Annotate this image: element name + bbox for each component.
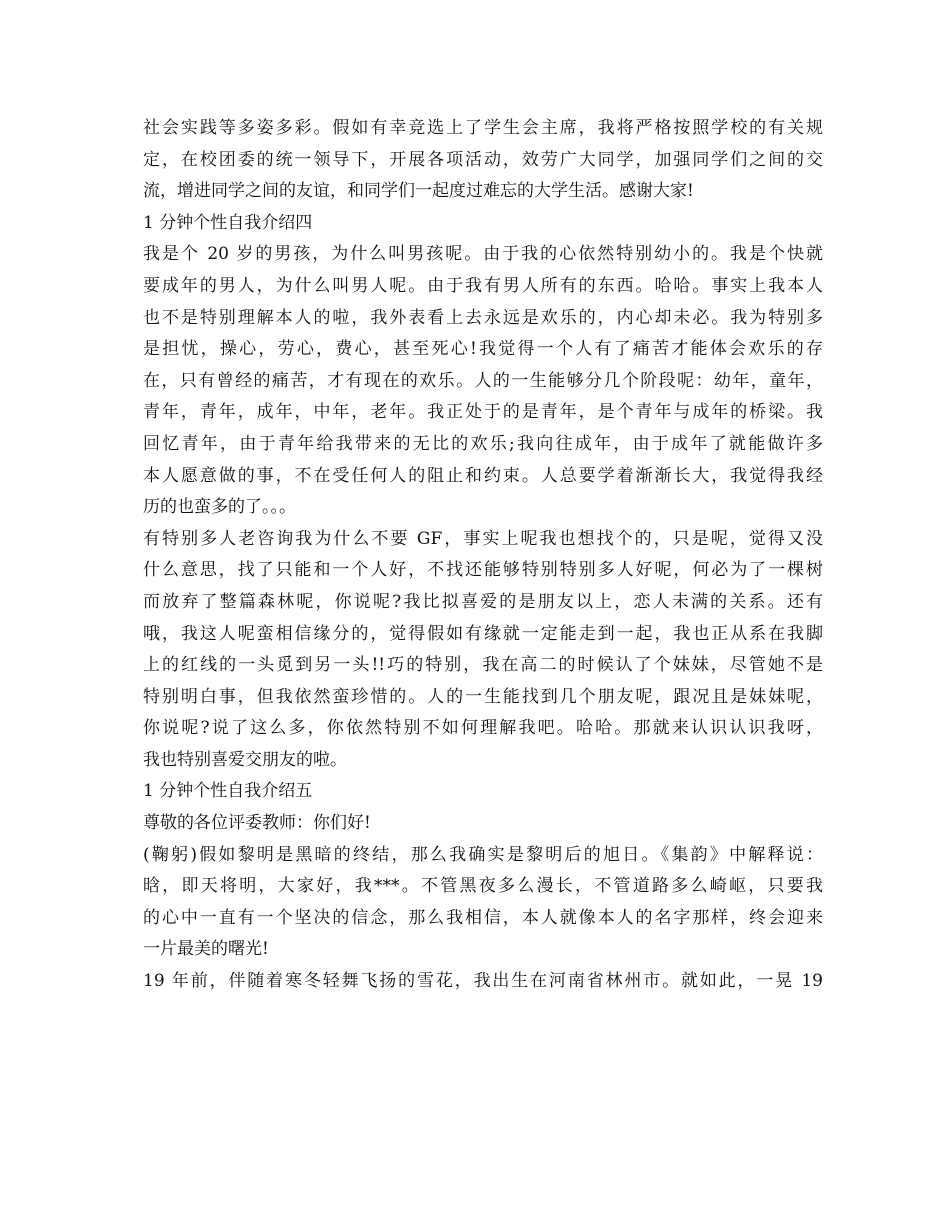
text-line: 定，在校团委的统一领导下，开展各项活动，效劳广大同学，加强同学们之间的交 xyxy=(143,149,823,170)
text-line: 流，增进同学之间的友谊，和同学们一起度过难忘的大学生活。感谢大家! xyxy=(143,181,694,202)
text-line: 上的红线的一头觅到另一头!!巧的特别，我在高二的时候认了个妹妹，尽管她不是 xyxy=(143,655,823,676)
text-line: 本人愿意做的事，不在受任何人的阻止和约束。人总要学着渐渐长大，我觉得我经 xyxy=(143,465,823,486)
text-line: 你说呢?说了这么多，你依然特别不如何理解我吧。哈哈。那就来认识认识我呀， xyxy=(143,718,823,739)
text-line: 也不是特别理解本人的啦，我外表看上去永远是欢乐的，内心却未必。我为特别多 xyxy=(143,307,823,328)
text-line: 什么意思，找了只能和一个人好，不找还能够特别特别多人好呢，何必为了一棵树 xyxy=(143,560,823,581)
text-line: 社会实践等多姿多彩。假如有幸竞选上了学生会主席，我将严格按照学校的有关规 xyxy=(143,118,823,138)
text-line: 我是个 20 岁的男孩，为什么叫男孩呢。由于我的心依然特别幼小的。我是个快就 xyxy=(143,244,823,265)
text-line: 晗，即天将明，大家好，我***。不管黑夜多么漫长，不管道路多么崎岖，只要我 xyxy=(143,876,823,897)
text-line: 尊敬的各位评委教师：你们好! xyxy=(143,813,371,834)
text-line: 19 年前，伴随着寒冬轻舞飞扬的雪花，我出生在河南省林州市。就如此，一晃 19 xyxy=(143,971,823,992)
document-body xyxy=(143,113,823,998)
text-line: (鞠躬)假如黎明是黑暗的终结，那么我确实是黎明后的旭日。《集韵》中解释说： xyxy=(143,844,823,865)
text-line: 而放弃了整篇森林呢，你说呢?我比拟喜爱的是朋友以上，恋人未满的关系。还有 xyxy=(143,591,823,612)
text-line: 历的也蛮多的了。。。 xyxy=(143,497,296,518)
text-line: 青年，青年，成年，中年，老年。我正处于的是青年，是个青年与成年的桥梁。我 xyxy=(143,402,823,423)
text-line: 的心中一直有一个坚决的信念，那么我相信，本人就像本人的名字那样，终会迎来 xyxy=(143,907,823,928)
text-line: 回忆青年，由于青年给我带来的无比的欢乐;我向往成年，由于成年了就能做许多 xyxy=(143,433,823,454)
text-line: 1 分钟个性自我介绍五 xyxy=(143,781,313,802)
text-line: 特别明白事，但我依然蛮珍惜的。人的一生能找到几个朋友呢，跟况且是妹妹呢， xyxy=(143,686,823,707)
text-line: 我也特别喜爱交朋友的啦。 xyxy=(143,749,347,770)
text-line: 1 分钟个性自我介绍四 xyxy=(143,212,313,233)
text-line: 是担忧，操心，劳心，费心，甚至死心!我觉得一个人有了痛苦才能体会欢乐的存 xyxy=(143,339,823,360)
text-line: 一片最美的曙光! xyxy=(143,939,269,960)
text-line: 哦，我这人呢蛮相信缘分的，觉得假如有缘就一定能走到一起，我也正从系在我脚 xyxy=(143,623,823,644)
text-line: 要成年的男人，为什么叫男人呢。由于我有男人所有的东西。哈哈。事实上我本人 xyxy=(143,275,823,296)
text-line: 在，只有曾经的痛苦，才有现在的欢乐。人的一生能够分几个阶段呢：幼年，童年， xyxy=(143,370,823,391)
text-line: 有特别多人老咨询我为什么不要 GF，事实上呢我也想找个的，只是呢，觉得又没 xyxy=(143,528,823,549)
